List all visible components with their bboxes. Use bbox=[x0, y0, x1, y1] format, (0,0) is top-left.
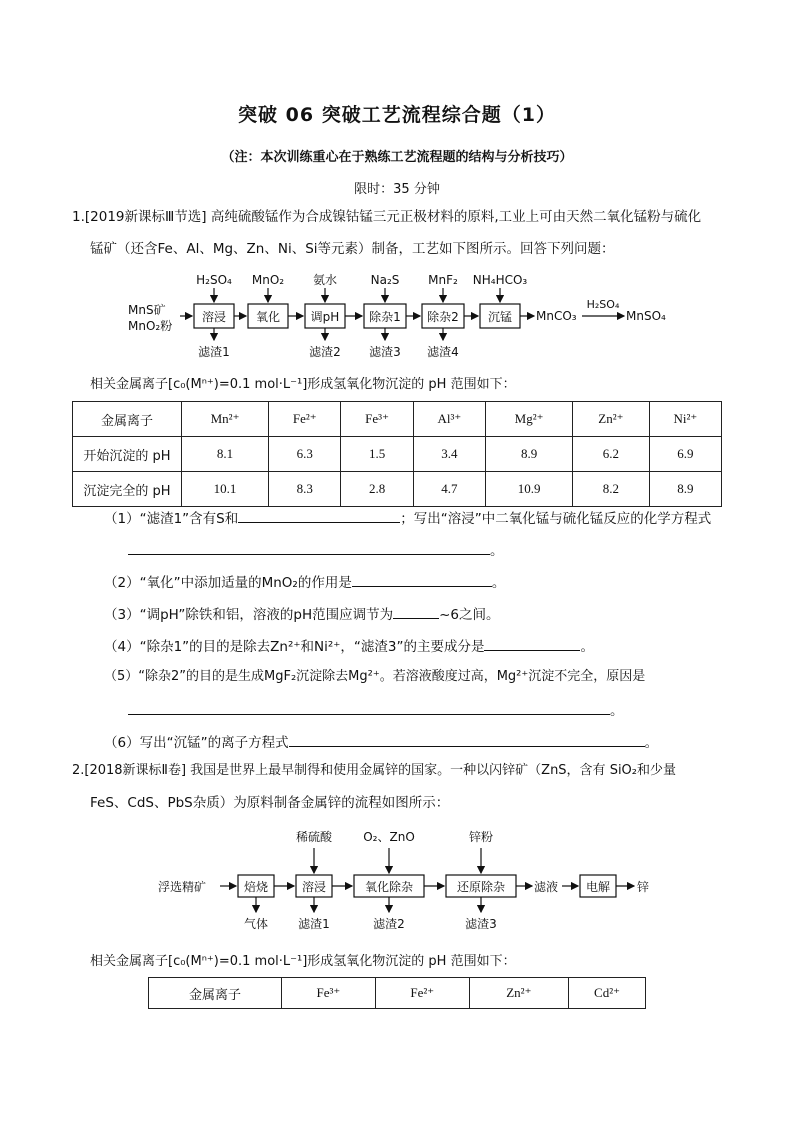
q1-sub5: （5）“除杂2”的目的是生成MgF₂沉淀除去Mg²⁺。若溶液酸度过高，Mg²⁺沉淀不完全，原因是 bbox=[104, 669, 646, 684]
table-cell: 8.2 bbox=[573, 472, 650, 507]
q1-step-3: 调pH bbox=[310, 310, 340, 324]
q1-residue-4: 滤渣4 bbox=[427, 345, 459, 359]
table-cell: 10.9 bbox=[486, 472, 573, 507]
q1-table-intro: 相关金属离子[c₀(Mⁿ⁺)=0.1 mol·L⁻¹]形成氢氧化物沉淀的 pH 范围如下： bbox=[90, 377, 516, 392]
q1-sub3-text-a: （3）“调pH”除铁和铝，溶液的pH范围应调节为 bbox=[104, 607, 394, 623]
q1-reagent-2: MnO₂ bbox=[251, 273, 285, 287]
table-header-cell: Cd²⁺ bbox=[569, 978, 646, 1009]
q2-reagent-2: O₂、ZnO bbox=[363, 830, 415, 844]
table-cell: 开始沉淀的 pH bbox=[73, 437, 182, 472]
q1-step-4: 除杂1 bbox=[369, 310, 401, 324]
table-row bbox=[73, 472, 722, 507]
table-cell: 10.1 bbox=[182, 472, 269, 507]
q1-sub4-text-b: 。 bbox=[580, 639, 594, 655]
table-header-cell: Al³⁺ bbox=[413, 402, 485, 437]
table-header-cell: Fe³⁺ bbox=[282, 978, 376, 1009]
q1-ph-table bbox=[72, 401, 722, 507]
q2-step-3: 氧化除杂 bbox=[364, 880, 414, 894]
q1-sub2-text-a: （2）“氧化”中添加适量的MnO₂的作用是 bbox=[104, 575, 352, 591]
table-header-cell: Mg²⁺ bbox=[486, 402, 573, 437]
q1-residue-3: 滤渣3 bbox=[369, 345, 401, 359]
table-cell: 8.9 bbox=[649, 472, 721, 507]
q1-residue-1: 滤渣1 bbox=[198, 345, 230, 359]
q1-intro-line2: 锰矿（还含Fe、Al、Mg、Zn、Ni、Si等元素）制备，工艺如下图所示。回答下列问题： bbox=[90, 241, 615, 257]
q1-arrow-reagent: H₂SO₄ bbox=[586, 298, 620, 311]
table-cell: 沉淀完全的 pH bbox=[73, 472, 182, 507]
table-header-cell: Fe²⁺ bbox=[269, 402, 341, 437]
q1-step-1: 溶浸 bbox=[201, 310, 227, 324]
table-row bbox=[149, 978, 646, 1009]
table-cell: 6.9 bbox=[649, 437, 721, 472]
q1-sub4-text-a: （4）“除杂1”的目的是除去Zn²⁺和Ni²⁺，“滤渣3”的主要成分是 bbox=[104, 639, 485, 655]
q2-step-5: 电解 bbox=[585, 880, 611, 894]
table-cell: 3.4 bbox=[413, 437, 485, 472]
q1-reagent-5: MnF₂ bbox=[428, 273, 458, 287]
table-cell: 4.7 bbox=[413, 472, 485, 507]
q1-raw2: MnO₂粉 bbox=[128, 319, 173, 333]
table-cell: 1.5 bbox=[341, 437, 413, 472]
answer-blank[interactable] bbox=[238, 508, 400, 523]
q2-output-4: 滤渣3 bbox=[465, 917, 497, 931]
q2-step-1: 焙烧 bbox=[243, 880, 269, 894]
page-title: 突破 06 突破工艺流程综合题（1） bbox=[238, 104, 556, 126]
q1-sub2 bbox=[104, 572, 784, 592]
table-header-cell: Mn²⁺ bbox=[182, 402, 269, 437]
q2-output-1: 气体 bbox=[243, 917, 269, 931]
q2-output-3: 滤渣2 bbox=[373, 917, 405, 931]
answer-blank[interactable] bbox=[484, 636, 580, 651]
q2-output-2: 滤渣1 bbox=[298, 917, 330, 931]
q2-flow-diagram bbox=[156, 824, 676, 940]
q2-product: 锌 bbox=[637, 880, 650, 894]
q2-step-2: 溶浸 bbox=[301, 880, 327, 894]
q1-step-2: 氧化 bbox=[255, 310, 281, 324]
q1-step-5: 除杂2 bbox=[427, 310, 459, 324]
q1-flow-diagram bbox=[120, 268, 700, 364]
table-cell: 8.3 bbox=[269, 472, 341, 507]
time-limit: 限时：35 分钟 bbox=[354, 182, 440, 197]
q1-sub1-text-c: 。 bbox=[490, 543, 504, 559]
q1-sub3-text-b: ~6之间。 bbox=[439, 607, 500, 623]
q2-ph-table bbox=[148, 977, 646, 1009]
page-subtitle: （注：本次训练重心在于熟练工艺流程题的结构与分析技巧） bbox=[221, 150, 573, 165]
table-row bbox=[73, 437, 722, 472]
q2-intro-line2: FeS、CdS、PbS杂质）为原料制备金属锌的流程如图所示： bbox=[90, 795, 450, 811]
q1-sub6-text-a: （6）写出“沉锰”的离子方程式 bbox=[104, 735, 289, 751]
answer-blank[interactable] bbox=[128, 700, 610, 715]
q1-sub2-text-b: 。 bbox=[491, 575, 506, 591]
q2-reagent-3: 锌粉 bbox=[468, 830, 494, 844]
q1-reagent-3: 氨水 bbox=[312, 273, 338, 287]
table-cell: 6.3 bbox=[269, 437, 341, 472]
table-header-cell: 金属离子 bbox=[73, 402, 182, 437]
q1-sub1 bbox=[104, 508, 784, 528]
table-header-cell: Zn²⁺ bbox=[573, 402, 650, 437]
table-header-cell: Fe³⁺ bbox=[341, 402, 413, 437]
q1-reagent-1: H₂SO₄ bbox=[196, 273, 232, 287]
table-cell: 2.8 bbox=[341, 472, 413, 507]
q1-sub1-text-a: （1）“滤渣1”含有S和 bbox=[104, 511, 239, 527]
q1-raw1: MnS矿 bbox=[128, 303, 166, 317]
q1-sub3 bbox=[104, 604, 784, 624]
table-cell: 8.9 bbox=[486, 437, 573, 472]
q2-filtrate: 滤液 bbox=[534, 880, 559, 894]
table-header-cell: Ni²⁺ bbox=[649, 402, 721, 437]
q2-raw: 浮选精矿 bbox=[158, 880, 207, 894]
q1-sub5-text-b: 。 bbox=[610, 703, 624, 719]
q2-intro-line1: 2.[2018新课标Ⅱ卷] 我国是世界上最早制得和使用金属锌的国家。一种以闪锌矿（ZnS，含有 SiO₂和少量 bbox=[72, 763, 676, 778]
q1-sub4 bbox=[104, 636, 784, 656]
q1-product1: MnCO₃ bbox=[536, 309, 577, 323]
q1-sub1-text-b: ；写出“溶浸”中二氧化锰与硫化锰反应的化学方程式 bbox=[400, 511, 712, 527]
answer-blank[interactable] bbox=[128, 540, 490, 555]
q2-reagent-1: 稀硫酸 bbox=[295, 830, 333, 844]
q2-step-4: 还原除杂 bbox=[456, 880, 506, 894]
answer-blank[interactable] bbox=[393, 604, 439, 619]
answer-blank[interactable] bbox=[352, 572, 492, 587]
answer-blank[interactable] bbox=[289, 732, 645, 747]
q1-intro-line1: 1.[2019新课标Ⅲ节选] 高纯硫酸锰作为合成镍钴锰三元正极材料的原料,工业上可由天然二氧化锰粉与硫化 bbox=[72, 209, 702, 225]
table-cell: 8.1 bbox=[182, 437, 269, 472]
q1-reagent-4: Na₂S bbox=[370, 273, 400, 287]
table-header-cell: 金属离子 bbox=[149, 978, 282, 1009]
q1-reagent-6: NH₄HCO₃ bbox=[472, 273, 528, 287]
q2-table-intro: 相关金属离子[c₀(Mⁿ⁺)=0.1 mol·L⁻¹]形成氢氧化物沉淀的 pH 范围如下： bbox=[90, 954, 516, 969]
q1-product2: MnSO₄ bbox=[626, 309, 666, 323]
table-header-cell: Zn²⁺ bbox=[469, 978, 568, 1009]
table-row bbox=[73, 402, 722, 437]
q1-sub5-line2 bbox=[128, 700, 728, 720]
q1-residue-2: 滤渣2 bbox=[309, 345, 341, 359]
q1-sub6 bbox=[104, 732, 784, 752]
table-header-cell: Fe²⁺ bbox=[375, 978, 469, 1009]
table-cell: 6.2 bbox=[573, 437, 650, 472]
q1-sub6-text-b: 。 bbox=[644, 735, 659, 751]
q1-sub1-line2 bbox=[128, 540, 728, 560]
q1-step-6: 沉锰 bbox=[487, 310, 513, 324]
